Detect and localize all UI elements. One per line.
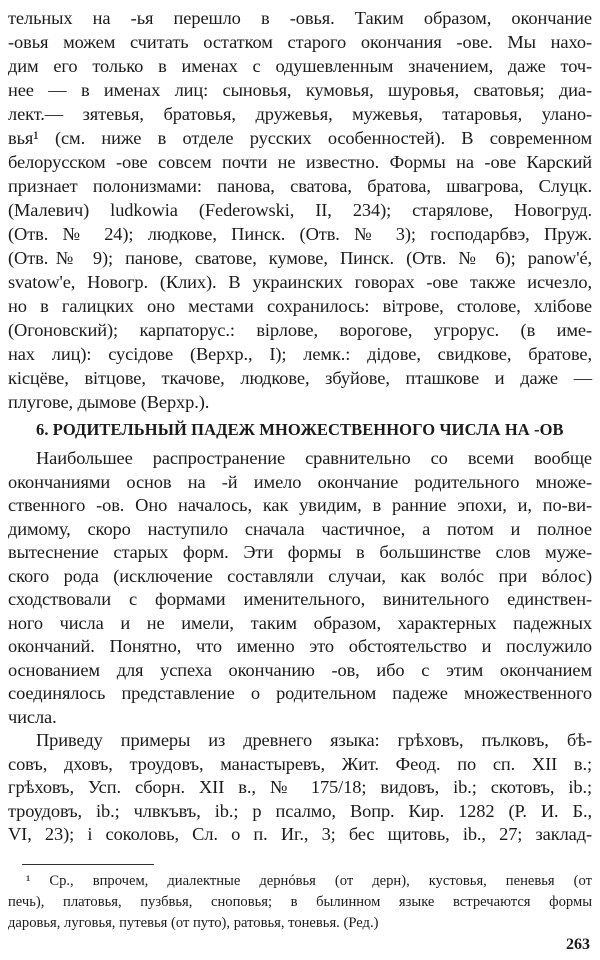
footnote-line: печь), платовья, пузбвья, сноповья; в былинном языке встречаются формы <box>8 894 592 910</box>
text-line: но в галицких оно местами сохранилось: вітрове, столове, хлібове <box>8 296 592 316</box>
text-line: тельных на -ья перешло в -овья. Таким образом, окончание <box>8 8 592 28</box>
text-line: вья¹ (см. ниже в отделе русских особенностей). В современном <box>8 128 592 148</box>
text-line: грѣховъ, Усп. сборн. XII в., № 175/18; видовъ, ib.; скотовъ, ib.; <box>8 777 592 797</box>
text-line: Наибольшее распространение сравнительно со всеми вообще <box>36 448 592 468</box>
text-line: лект.— зятевья, братовья, дружевья, мужевья, татаровья, улано- <box>8 104 592 124</box>
footnote-line: ¹ Ср., впрочем, диалектные дернóвья (от дерн), кустовья, пеневья (от <box>26 873 592 889</box>
text-line: (Огоновский); карпаторус.: вірлове, ворогове, угрорус. (в име- <box>8 320 592 340</box>
text-line: -овья можем считать остатком старого окончания -ове. Мы нахо- <box>8 32 592 52</box>
text-line: ственного -ов. Оно началось, как увидим, в ранние эпохи, и, по-ви- <box>8 495 592 515</box>
text-line: (Отв. № 24); людкове, Пинск. (Отв. № 3); господарбвэ, Пруж. <box>8 224 592 244</box>
text-line: числа. <box>8 707 57 727</box>
text-line: совъ, дховъ, троудовъ, манастыревъ, Жит. Феод. по сп. XII в.; <box>8 754 592 774</box>
text-line: сходствовали с формами именительного, винительного единствен- <box>8 589 592 609</box>
footnote-divider <box>22 864 154 865</box>
footnote-line: даровья, луговья, путевья (от путо), ратовья, тоневья. (Ред.) <box>8 915 379 931</box>
text-line: svatow'e, Новогр. (Клих). В украинских говорах -ове также исчезло, <box>8 272 592 292</box>
text-line: плугове, дымове (Верхр.). <box>8 392 210 412</box>
section-heading: 6. РОДИТЕЛЬНЫЙ ПАДЕЖ МНОЖЕСТВЕННОГО ЧИСЛА НА -ОВ <box>36 420 564 439</box>
text-line: вытеснение старых форм. Эти формы в большинстве слов муже- <box>8 542 592 562</box>
text-line: ного числа и не имели, таким образом, характерных падежных <box>8 613 592 633</box>
text-line: димому, скоро наступило сначала частичное, а потом и полное <box>8 519 592 539</box>
text-line: соединялось представление о родительном падеже множественного <box>8 683 592 703</box>
text-line: Приведу примеры из древнего языка: грѣховъ, пълковъ, бѣ- <box>36 730 592 750</box>
text-line: нее — в именах лиц: сыновья, кумовья, шуровья, сватовья; диа- <box>8 80 592 100</box>
text-line: VI, 23); і соколовь, Сл. о п. Иг., 3; бес щитовь, ib., 27; заклад- <box>8 824 592 844</box>
page-number: 263 <box>566 936 590 953</box>
text-line: (Отв.№ 9); панове, сватове, кумове, Пинск. (Отв. № 6); panow'é, <box>8 248 592 268</box>
text-line: белорусском -ове совсем почти не известно. Формы на -ове Карский <box>8 152 592 172</box>
text-line: ского рода (исключение составляли случаи, как волóс при вóлос) <box>8 566 592 586</box>
text-line: окончаниями основ на -й имело окончание родительного множе- <box>8 472 592 492</box>
text-line: признает полонизмами: панова, сватова, братова, швагрова, Слуцк. <box>8 176 592 196</box>
text-line: основанием для успеха окончанию -ов, ибо с этим окончанием <box>8 660 592 680</box>
text-line: троудовъ, ib.; члвкъвъ, ib.; р псалмо, Вопр. Кир. 1282 (Р. И. Б., <box>8 801 592 821</box>
text-line: кісцёве, вітцове, ткачове, людкове, збуйове, пташкове и даже — <box>8 368 592 388</box>
text-line: дим его только в именах с одушевленным значением, даже точ- <box>8 56 592 76</box>
text-line: (Малевич) ludkowia (Federowski, II, 234); старялове, Новогруд. <box>8 200 592 220</box>
text-line: окончаний. Понятно, что именно это обстоятельство и послужило <box>8 636 592 656</box>
text-line: нах лиц): сусідове (Верхр., I); лемк.: дідове, свидкове, братове, <box>8 344 592 364</box>
